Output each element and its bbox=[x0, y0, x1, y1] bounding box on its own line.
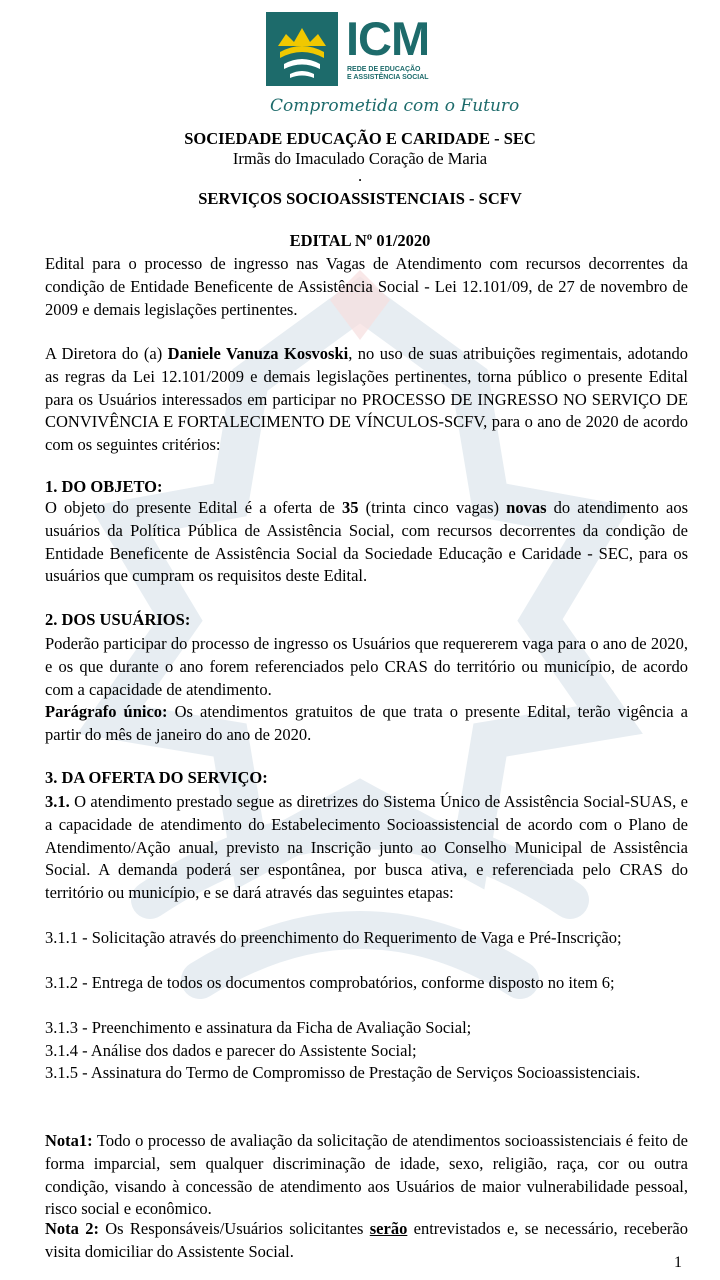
step-list-item: 3.1.3 - Preenchimento e assinatura da Ficha de Avaliação Social; bbox=[45, 1018, 472, 1037]
intro-paragraph: Edital para o processo de ingresso nas Vagas de Atendimento com recursos decorrentes da condição de Entidade Beneficente de Assistência Social - Lei 12.101/09, de 27 de novembro de 2009 e demais legislações pertinentes. bbox=[45, 254, 688, 319]
services-title: SERVIÇOS SOCIOASSISTENCIAIS - SCFV bbox=[198, 189, 522, 208]
step-list-item: 3.1.1 - Solicitação através do preenchimento do Requerimento de Vaga e Pré-Inscrição; bbox=[45, 928, 622, 947]
note-2: Nota 2: Os Responsáveis/Usuários solicitantes serão entrevistados e, se necessário, receberão visita domiciliar do Assistente Social. bbox=[45, 1219, 689, 1261]
page-number: 1 bbox=[674, 1254, 682, 1271]
logo-emblem bbox=[266, 12, 338, 86]
edital-title: EDITAL Nº 01/2020 bbox=[289, 231, 431, 250]
crown-icon bbox=[266, 12, 338, 86]
separator-dot: . bbox=[357, 166, 363, 185]
section-2-title: 2. DOS USUÁRIOS: bbox=[45, 610, 191, 629]
logo-slogan: Comprometida com o Futuro bbox=[270, 96, 520, 116]
director-paragraph: A Diretora do (a) Daniele Vanuza Kosvoski, no uso de suas atribuições regimentais, adotando as regras da Lei 12.101/2009 e demais legislações pertinentes, torna público o presente Edital para os Usuários interessados em participar no PROCESSO DE INGRESSO NO SERVIÇO DE CONVIVÊNCIA E FORTALECIMENTO DE VÍNCULOS-SCFV, para o ano de 2020 de acordo com os seguintes critérios: bbox=[45, 344, 688, 455]
org-name: SOCIEDADE EDUCAÇÃO E CARIDADE - SEC bbox=[184, 129, 536, 148]
section-2-text: Poderão participar do processo de ingresso os Usuários que requererem vaga para o ano de 2020, e os que durante o ano forem referenciados pelo CRAS do território ou município, de acordo com a capacidade de atendimento. bbox=[45, 634, 688, 699]
congregation: Irmãs do Imaculado Coração de Maria bbox=[232, 149, 488, 168]
step-list-item: 3.1.4 - Análise dos dados e parecer do Assistente Social; bbox=[45, 1041, 417, 1060]
section-2-paragraph: Parágrafo único: Os atendimentos gratuitos de que trata o presente Edital, terão vigência a partir do mês de janeiro do ano de 2020. bbox=[45, 702, 688, 744]
step-list-item: 3.1.5 - Assinatura do Termo de Compromisso de Prestação de Serviços Socioassistenciais. bbox=[45, 1063, 641, 1082]
icm-logo bbox=[266, 12, 520, 122]
section-3-item: 3.1. O atendimento prestado segue as diretrizes do Sistema Único de Assistência Social-SUAS, e a capacidade de atendimento do Estabelecimento Socioassistencial de acordo com o Plano de Atendimento/Ação anual, previsto na Inscrição junto ao Conselho Municipal de Assistência Social. A demanda poderá ser espontânea, por busca ativa, e referenciada pelo CRAS do território ou município, e se dará através das seguintes etapas: bbox=[45, 792, 688, 903]
logo-subtitle: REDE DE EDUCAÇÃO E ASSISTÊNCIA SOCIAL bbox=[347, 66, 429, 81]
section-1-title: 1. DO OBJETO: bbox=[45, 477, 163, 496]
note-1: Nota1: Todo o processo de avaliação da solicitação de atendimentos socioassistenciais é feito de forma imparcial, sem qualquer discriminação de idade, sexo, religião, raça, cor ou outra condição, visando à concessão de atendimento aos Usuários de maior vulnerabilidade pessoal, risco social e econômico. bbox=[45, 1131, 688, 1219]
director-name: Daniele Vanuza Kosvoski bbox=[167, 344, 349, 363]
logo-wordmark: ICM bbox=[346, 12, 430, 65]
section-3-title: 3. DA OFERTA DO SERVIÇO: bbox=[45, 768, 268, 787]
section-1-text: O objeto do presente Edital é a oferta de 35 (trinta cinco vagas) novas do atendimento aos usuários da Política Pública de Assistência Social, com recursos decorrentes da condição de Entidade Beneficente de Assistência Social da Sociedade Educação e Caridade - SEC, para os usuários que cumpram os requisitos deste Edital. bbox=[45, 498, 688, 586]
step-list-item: 3.1.2 - Entrega de todos os documentos comprobatórios, conforme disposto no item 6; bbox=[45, 973, 615, 992]
